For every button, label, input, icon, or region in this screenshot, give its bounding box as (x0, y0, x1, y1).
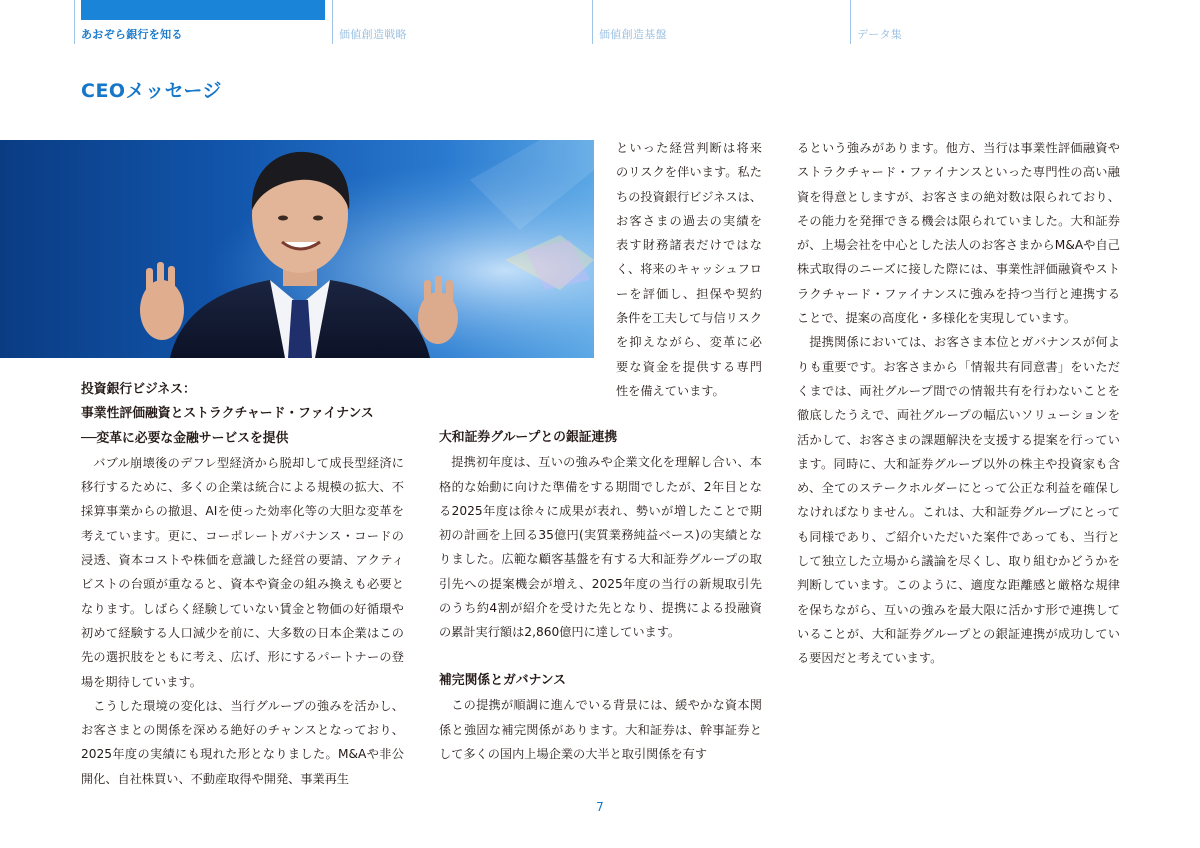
nav-tab-label: 価値創造戦略 (339, 28, 407, 41)
nav-tab-data[interactable] (850, 0, 1107, 44)
body-paragraph: こうした環境の変化は、当行グループの強みを活かし、お客さまとの関係を深める絶好のチャンスとなっており、2025年度の実績にも現れた形となりました。M&Aや非公開化、自社株買い、不動産取得や開発、事業再生 (81, 698, 404, 786)
nav-tab-label: 価値創造基盤 (599, 28, 667, 41)
top-navigation (0, 0, 1200, 44)
nav-tab-about[interactable] (74, 0, 331, 44)
column-middle (439, 426, 762, 766)
column-right (797, 136, 1120, 671)
body-paragraph: 提携初年度は、互いの強みや企業文化を理解し合い、本格的な始動に向けた準備をする期間でしたが、2年目となる2025年度は徐々に成果が表れ、勢いが増したことで期初の計画を上回る35億円(実質業務純益ベース)の実績となりました。広範な顧客基盤を有する大和証券グループの取引先への提案機会が増え、2025年度の当行の新規取引先のうち約4割が紹介を受けた先となり、提携による投融資の累計実行額は2,860億円に達しています。 (439, 455, 762, 640)
column-left (81, 378, 404, 791)
body-paragraph: といった経営判断は将来のリスクを伴います。私たちの投資銀行ビジネスは、お客さまの過去の実績を表す財務諸表だけではなく、将来のキャッシュフローを評価し、担保や契約条件を工夫して与信リスクを抑えながら、変革に必要な資金を提供する専門性を備えています。 (616, 141, 763, 398)
column-middle-top (616, 136, 762, 403)
section-heading-line2: 事業性評価融資とストラクチャード・ファイナンス (81, 406, 374, 422)
page-number: 7 (596, 800, 604, 814)
page-title: CEOメッセージ (81, 80, 222, 102)
active-tab-indicator (81, 0, 325, 20)
section-heading-line3: ──変革に必要な金融サービスを提供 (81, 430, 289, 446)
nav-tab-value-foundation[interactable] (592, 0, 849, 44)
nav-tab-label: データ集 (857, 28, 903, 41)
body-paragraph: この提携が順調に進んでいる背景には、緩やかな資本関係と強固な補完関係があります。大和証券は、幹事証券として多くの国内上場企業の大半と取引関係を有す (439, 698, 762, 761)
ceo-photo (0, 140, 594, 358)
body-paragraph: るという強みがあります。他方、当行は事業性評価融資やストラクチャード・ファイナンスといった専門性の高い融資を得意としますが、お客さまの絶対数は限られており、その能力を発揮できる機会は限られていました。大和証券が、上場会社を中心とした法人のお客さまからM&Aや自己株式取得のニーズに接した際には、事業性評価融資やストラクチャード・ファイナンスに強みを持つ当行と連携することで、提案の高度化・多様化を実現しています。 (797, 141, 1120, 326)
nav-tab-label: あおぞら銀行を知る (81, 28, 183, 41)
section-heading: 補完関係とガバナンス (439, 672, 566, 688)
body-paragraph: 提携関係においては、お客さま本位とガバナンスが何よりも重要です。お客さまから「情報共有同意書」をいただくまでは、両社グループ間での情報共有を行わないことを徹底したうえで、両社グループの幅広いソリューションを活かして、お客さまの課題解決を支援する提案を行っています。同時に、大和証券グループ以外の株主や投資家も含め、全てのステークホルダーにとって公正な利益を確保しなければなりません。これは、大和証券グループにとっても同様であり、ご紹介いただいた案件であっても、当行として独立した立場から議論を尽くし、取り組むかどうかを判断しています。このように、適度な距離感と厳格な規律を保ちながら、互いの強みを最大限に活かす形で連携していることが、大和証券グループとの銀証連携が成功している要因だと考えています。 (797, 335, 1120, 666)
ceo-portrait-illustration (0, 140, 594, 358)
section-heading-line1: 投資銀行ビジネス： (81, 382, 196, 397)
spacer (439, 645, 762, 669)
body-paragraph: バブル崩壊後のデフレ型経済から脱却して成長型経済に移行するために、多くの企業は統合による規模の拡大、不採算事業からの撤退、AIを使った効率化等の大胆な変革を考えています。更に、コーポレートガバナンス・コードの浸透、資本コストや株価を意識した経営の要請、アクティビストの台頭が重なると、資本や資金の組み換えも必要となります。しばらく経験していない賃金と物価の好循環や初めて経験する人口減少を前に、大多数の日本企業はこの先の選択肢をともに考え、広げ、形にするパートナーの登場を期待しています。 (81, 455, 404, 689)
nav-tab-value-strategy[interactable] (332, 0, 589, 44)
section-heading: 大和証券グループとの銀証連携 (439, 430, 618, 445)
